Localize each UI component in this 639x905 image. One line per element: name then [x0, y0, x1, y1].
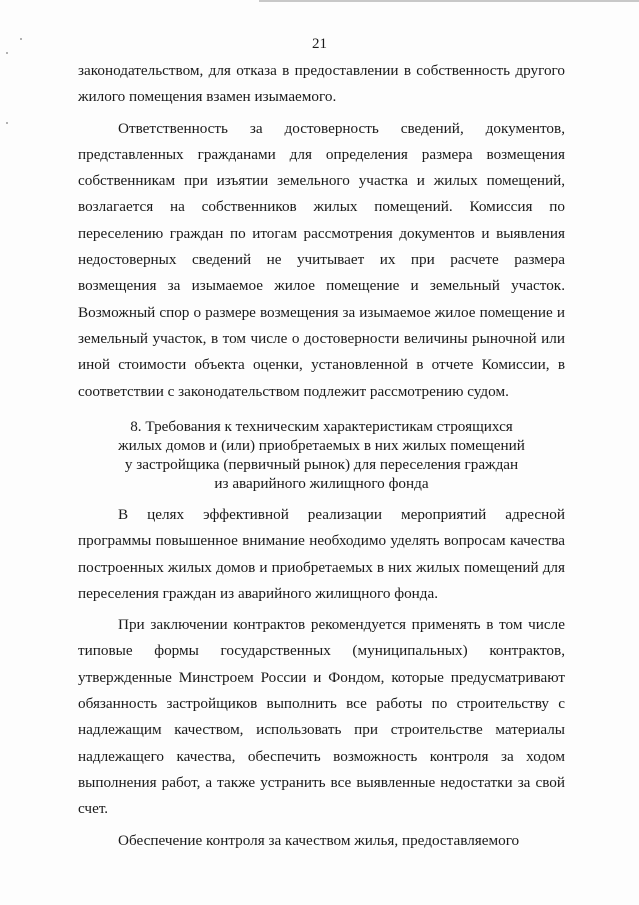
paragraph-quality-control: Обеспечение контроля за качеством жилья, предоставляемого	[118, 831, 520, 849]
page-number: 21	[312, 36, 327, 52]
section-heading	[78, 417, 565, 493]
paragraph-quality-attention: В целях эффективной реализации мероприятий адресной программы повышенное внимание необходимо уделять вопросам качества построенных жилых домов и приобретаемых в них жилых помещений для переселения граждан из аварийного жилищного фонда.	[78, 506, 565, 602]
section-heading-line: из аварийного жилищного фонда	[214, 475, 429, 492]
text-block-top	[78, 58, 565, 405]
section-heading-line: у застройщика (первичный рынок) для переселения граждан	[124, 456, 519, 473]
section-heading-line: 8. Требования к техническим характеристикам строящихся	[130, 418, 513, 435]
paragraph-responsibility: Ответственность за достоверность сведений, документов, представленных гражданами для определения размера возмещения собственникам при изъятии земельного участка и жилых помещений, возлагается на собственников жилых помещений. Комиссия по переселению граждан по итогам рассмотрения документов и выявления недостоверных сведений не учитывает их при расчете размера возмещения за изымаемое жилое помещение и земельный участок. Возможный спор о размере возмещения за изымаемое жилое помещение и земельный участок, в том числе о достоверности величины рыночной или иной стоимости объекта оценки, установленной в отчете Комиссии, в соответствии с законодательством подлежит рассмотрению судом.	[78, 119, 565, 400]
text-block-section	[78, 502, 565, 854]
paragraph-contracts: При заключении контрактов рекомендуется применять в том числе типовые формы государственных (муниципальных) контрактов, утвержденные Минстроем России и Фондом, которые предусматривают обязанность застройщиков выполнить все работы по строительству с надлежащим качеством, использовать при строительстве материалы надлежащего качества, обеспечить возможность контроля за ходом выполнения работ, а также устранить все выявленные недостатки за свой счет.	[78, 616, 565, 818]
paragraph-continuation: законодательством, для отказа в предоставлении в собственность другого жилого помещения взамен изымаемого.	[78, 62, 565, 106]
scan-top-edge	[259, 0, 639, 2]
section-heading-line: жилых домов и (или) приобретаемых в них жилых помещений	[118, 437, 525, 454]
scan-speck	[6, 122, 8, 124]
